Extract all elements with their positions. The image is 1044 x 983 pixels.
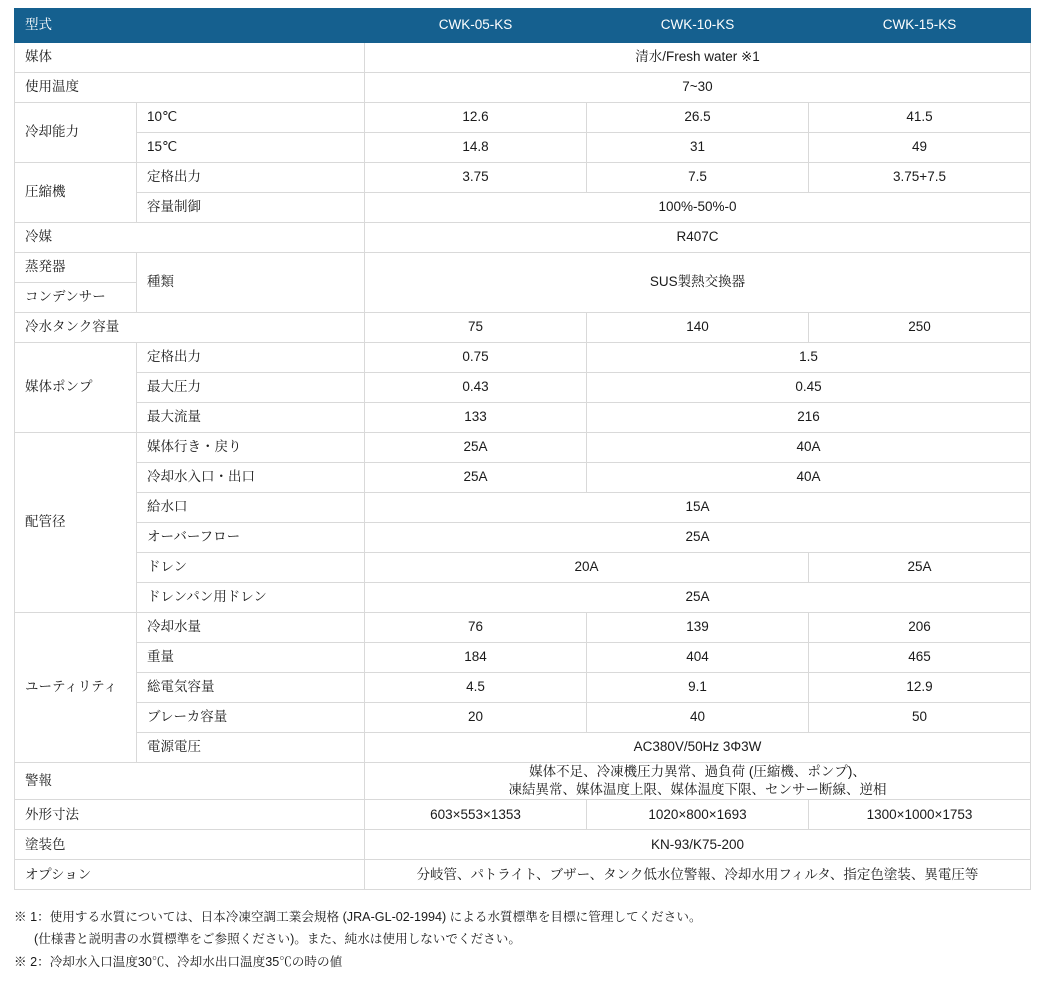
table-row-options xyxy=(15,860,1031,890)
table-row-utility-cooling-water xyxy=(15,613,1031,643)
sub-label-cooling-10c: 10℃ xyxy=(137,103,365,133)
table-row-utility-voltage xyxy=(15,733,1031,763)
value-breaker-model1: 20 xyxy=(365,703,587,733)
value-cooling-10c-model3: 41.5 xyxy=(809,103,1031,133)
sub-label-total-power: 総電気容量 xyxy=(137,673,365,703)
value-pipe-drain-model3: 25A xyxy=(809,553,1031,583)
table-row-pipe-drain xyxy=(15,553,1031,583)
sub-label-breaker-capacity: ブレーカ容量 xyxy=(137,703,365,733)
value-cooling-15c-model1: 14.8 xyxy=(365,133,587,163)
table-row-paint-color xyxy=(15,830,1031,860)
sub-label-pipe-pan-drain: ドレンパン用ドレン xyxy=(137,583,365,613)
value-alarm xyxy=(365,763,1031,800)
table-row-alarm xyxy=(15,763,1031,800)
alarm-line-1: 媒体不足、冷凍機圧力異常、過負荷 (圧縮機、ポンプ)、 xyxy=(529,764,866,779)
value-power-voltage: AC380V/50Hz 3Φ3W xyxy=(365,733,1031,763)
row-label-refrigerant: 冷媒 xyxy=(15,223,365,253)
sub-label-pump-rated-output: 定格出力 xyxy=(137,343,365,373)
sub-label-pipe-water-supply: 給水口 xyxy=(137,493,365,523)
value-compressor-rated-model3: 3.75+7.5 xyxy=(809,163,1031,193)
header-model-2: CWK-10-KS xyxy=(587,9,809,43)
value-weight-model1: 184 xyxy=(365,643,587,673)
sub-label-pipe-medium: 媒体行き・戻り xyxy=(137,433,365,463)
value-compressor-rated-model2: 7.5 xyxy=(587,163,809,193)
value-total-power-model3: 12.9 xyxy=(809,673,1031,703)
header-model-1: CWK-05-KS xyxy=(365,9,587,43)
value-pump-pressure-model1: 0.43 xyxy=(365,373,587,403)
table-row-pipe-overflow xyxy=(15,523,1031,553)
table-row-dimensions xyxy=(15,800,1031,830)
value-pipe-overflow: 25A xyxy=(365,523,1031,553)
sub-label-pump-max-pressure: 最大圧力 xyxy=(137,373,365,403)
value-compressor-rated-model1: 3.75 xyxy=(365,163,587,193)
sub-label-pipe-overflow: オーバーフロー xyxy=(137,523,365,553)
table-row-pipe-water-supply xyxy=(15,493,1031,523)
table-row-compressor-rated-output xyxy=(15,163,1031,193)
table-row-utility-weight xyxy=(15,643,1031,673)
table-row-pump-max-pressure xyxy=(15,373,1031,403)
value-options: 分岐管、パトライト、ブザー、タンク低水位警報、冷却水用フィルタ、指定色塗装、異電圧等 xyxy=(365,860,1031,890)
table-row-pump-rated-output xyxy=(15,343,1031,373)
sub-label-pump-max-flow: 最大流量 xyxy=(137,403,365,433)
value-cooling-water-model1: 76 xyxy=(365,613,587,643)
row-label-medium: 媒体 xyxy=(15,43,365,73)
row-label-tank-capacity: 冷水タンク容量 xyxy=(15,313,365,343)
sub-label-pipe-drain: ドレン xyxy=(137,553,365,583)
row-label-operating-temperature: 使用温度 xyxy=(15,73,365,103)
sub-label-cooling-water-volume: 冷却水量 xyxy=(137,613,365,643)
value-cooling-10c-model2: 26.5 xyxy=(587,103,809,133)
sub-label-cooling-15c: 15℃ xyxy=(137,133,365,163)
value-dimensions-model1: 603×553×1353 xyxy=(365,800,587,830)
value-pipe-water-supply: 15A xyxy=(365,493,1031,523)
table-row-utility-breaker xyxy=(15,703,1031,733)
value-pump-rated-model23: 1.5 xyxy=(587,343,1031,373)
value-pipe-pan-drain: 25A xyxy=(365,583,1031,613)
value-cooling-15c-model3: 49 xyxy=(809,133,1031,163)
value-dimensions-model3: 1300×1000×1753 xyxy=(809,800,1031,830)
alarm-line-2: 凍結異常、媒体温度上限、媒体温度下限、センサー断線、逆相 xyxy=(508,782,887,798)
table-row-evaporator xyxy=(15,253,1031,283)
value-cooling-15c-model2: 31 xyxy=(587,133,809,163)
sub-label-pipe-cooling-water: 冷却水入口・出口 xyxy=(137,463,365,493)
table-row-pipe-medium xyxy=(15,433,1031,463)
row-label-pump: 媒体ポンプ xyxy=(15,343,137,433)
row-label-utility: ユーティリティ xyxy=(15,613,137,763)
sub-label-capacity-control: 容量制御 xyxy=(137,193,365,223)
value-paint-color: KN-93/K75-200 xyxy=(365,830,1031,860)
specification-table xyxy=(14,8,1031,890)
value-pump-pressure-model23: 0.45 xyxy=(587,373,1031,403)
value-pump-flow-model1: 133 xyxy=(365,403,587,433)
value-refrigerant: R407C xyxy=(365,223,1031,253)
row-label-dimensions: 外形寸法 xyxy=(15,800,365,830)
value-total-power-model1: 4.5 xyxy=(365,673,587,703)
table-row-cooling-capacity-10c xyxy=(15,103,1031,133)
value-cooling-water-model2: 139 xyxy=(587,613,809,643)
footnote-2: ※ 2：冷却水入口温度30℃、冷却水出口温度35℃の時の値 xyxy=(14,954,343,969)
footnote-1-line-1: ※ 1：使用する水質については、日本冷凍空調工業会規格 (JRA-GL-02-1994) による水質標準を目標に管理してください。 xyxy=(14,910,702,925)
table-row-pipe-pan-drain xyxy=(15,583,1031,613)
table-row-compressor-capacity-control xyxy=(15,193,1031,223)
value-pump-flow-model23: 216 xyxy=(587,403,1031,433)
sub-label-compressor-rated-output: 定格出力 xyxy=(137,163,365,193)
table-row-tank-capacity xyxy=(15,313,1031,343)
value-pipe-medium-model1: 25A xyxy=(365,433,587,463)
value-dimensions-model2: 1020×800×1693 xyxy=(587,800,809,830)
row-label-evaporator: 蒸発器 xyxy=(15,253,137,283)
value-medium: 清水/Fresh water ※1 xyxy=(365,43,1031,73)
value-tank-model3: 250 xyxy=(809,313,1031,343)
header-model-label: 型式 xyxy=(15,9,365,43)
value-heat-exchanger-type: SUS製熱交換器 xyxy=(365,253,1031,313)
footnotes xyxy=(14,906,1030,972)
row-label-paint-color: 塗装色 xyxy=(15,830,365,860)
footnote-1-line-2: (仕様書と説明書の水質標準をご参照ください)。また、純水は使用しないでください。 xyxy=(34,932,521,947)
value-breaker-model2: 40 xyxy=(587,703,809,733)
table-row-pump-max-flow xyxy=(15,403,1031,433)
table-row-operating-temperature xyxy=(15,73,1031,103)
value-pipe-cool-model23: 40A xyxy=(587,463,1031,493)
table-row-medium xyxy=(15,43,1031,73)
row-label-pipe-diameter: 配管径 xyxy=(15,433,137,613)
value-capacity-control: 100%-50%-0 xyxy=(365,193,1031,223)
value-weight-model3: 465 xyxy=(809,643,1031,673)
value-pipe-drain-model12: 20A xyxy=(365,553,809,583)
row-label-options: オプション xyxy=(15,860,365,890)
header-model-3: CWK-15-KS xyxy=(809,9,1031,43)
value-tank-model2: 140 xyxy=(587,313,809,343)
value-total-power-model2: 9.1 xyxy=(587,673,809,703)
value-tank-model1: 75 xyxy=(365,313,587,343)
row-label-alarm: 警報 xyxy=(15,763,365,800)
value-operating-temperature: 7~30 xyxy=(365,73,1031,103)
row-label-condenser: コンデンサー xyxy=(15,283,137,313)
row-label-compressor: 圧縮機 xyxy=(15,163,137,223)
table-row-utility-total-power xyxy=(15,673,1031,703)
value-breaker-model3: 50 xyxy=(809,703,1031,733)
sub-label-weight: 重量 xyxy=(137,643,365,673)
table-body xyxy=(15,43,1031,890)
table-header-row xyxy=(15,9,1031,43)
table-row-pipe-cooling-water xyxy=(15,463,1031,493)
row-label-cooling-capacity: 冷却能力 xyxy=(15,103,137,163)
value-pipe-cool-model1: 25A xyxy=(365,463,587,493)
sub-label-power-voltage: 電源電圧 xyxy=(137,733,365,763)
value-cooling-10c-model1: 12.6 xyxy=(365,103,587,133)
value-cooling-water-model3: 206 xyxy=(809,613,1031,643)
table-row-refrigerant xyxy=(15,223,1031,253)
value-pump-rated-model1: 0.75 xyxy=(365,343,587,373)
table-header xyxy=(15,9,1031,43)
value-weight-model2: 404 xyxy=(587,643,809,673)
sub-label-heat-exchanger-type: 種類 xyxy=(137,253,365,313)
table-row-cooling-capacity-15c xyxy=(15,133,1031,163)
value-pipe-medium-model23: 40A xyxy=(587,433,1031,463)
